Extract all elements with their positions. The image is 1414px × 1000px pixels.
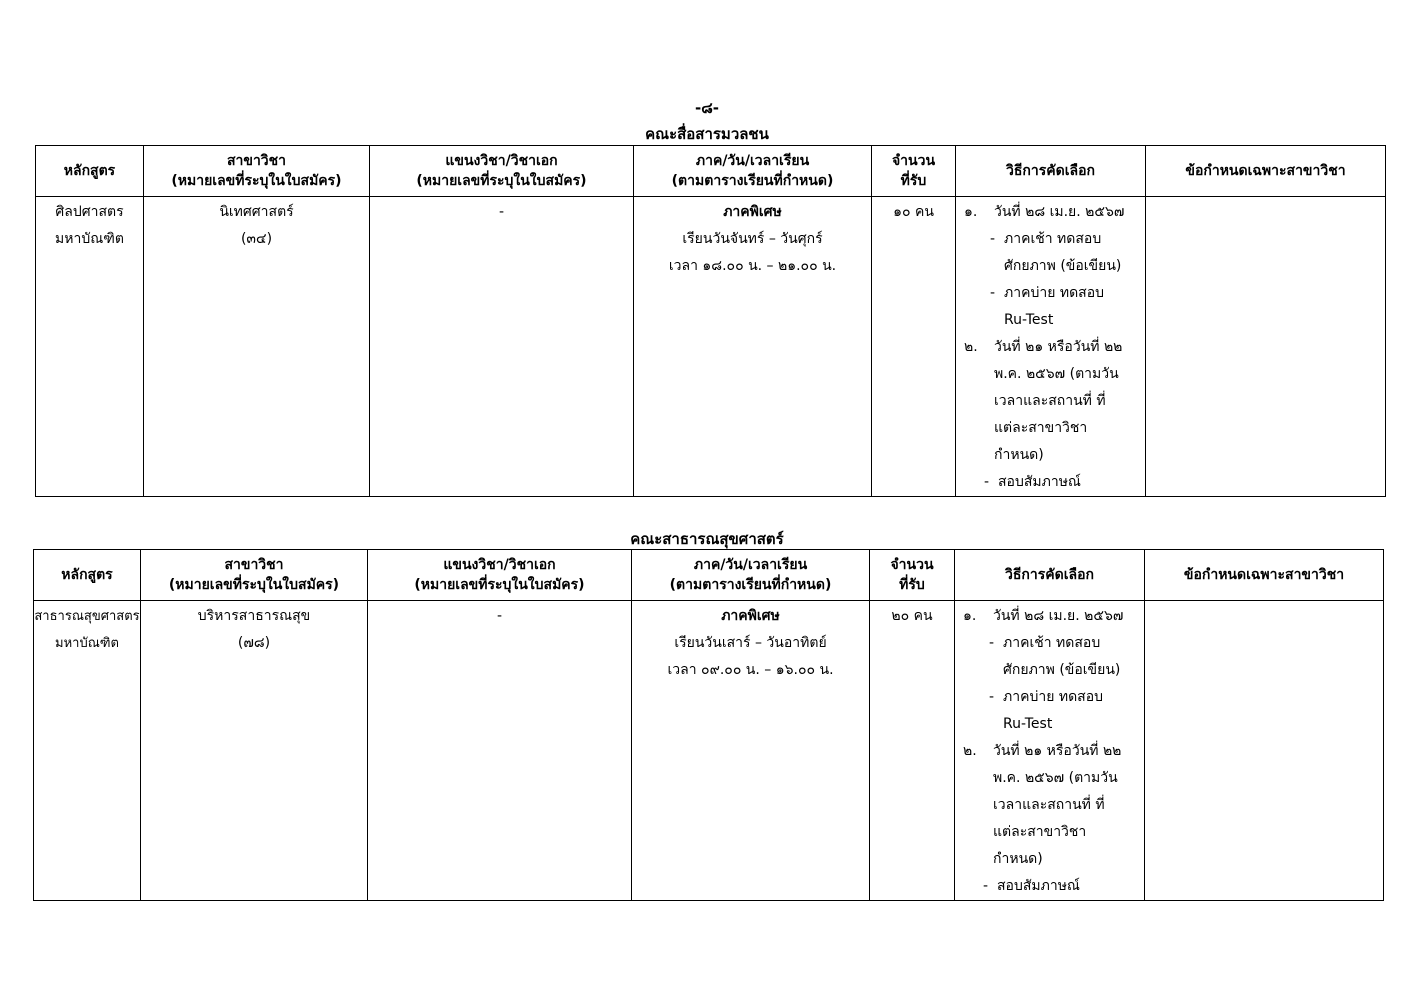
table-row	[36, 197, 1386, 497]
header-program: หลักสูตร	[36, 146, 144, 197]
quota-cell: ๑๐ คน	[872, 197, 956, 497]
faculty-title: คณะสาธารณสุขศาสตร์	[630, 530, 784, 548]
track-cell: -	[370, 197, 634, 497]
table-header-row	[34, 550, 1384, 601]
header-requirements: ข้อกำหนดเฉพาะสาขาวิชา	[1145, 550, 1384, 601]
header-major: สาขาวิชา (หมายเลขที่ระบุในใบสมัคร)	[141, 550, 368, 601]
quota-cell: ๒๐ คน	[870, 601, 955, 901]
program-table	[35, 145, 1386, 497]
selection-cell: ๑. วันที่ ๒๘ เม.ย. ๒๕๖๗ - ภาคเช้า ทดสอบ ศักยภาพ (ข้อเขียน) - ภาคบ่าย ทดสอบ Ru-Test ๒. วันที่ ๒๑ หรือวันที่ ๒๒ พ.ค. ๒๕๖๗ (ตามวัน เวลาและสถานที่ ที่ แต่ละสาขาวิชา กำหนด) - สอบสัมภาษณ์	[956, 197, 1146, 497]
schedule-cell: ภาคพิเศษ เรียนวันจันทร์ – วันศุกร์ เวลา ๑๘.๐๐ น. – ๒๑.๐๐ น.	[634, 197, 872, 497]
program-cell: สาธารณสุขศาสตร มหาบัณฑิต	[34, 601, 141, 901]
program-cell: ศิลปศาสตร มหาบัณฑิต	[36, 197, 144, 497]
header-quota: จำนวน ที่รับ	[872, 146, 956, 197]
header-requirements: ข้อกำหนดเฉพาะสาขาวิชา	[1146, 146, 1386, 197]
faculty-title: คณะสื่อสารมวลชน	[645, 125, 769, 143]
program-table	[33, 549, 1384, 901]
track-cell: -	[368, 601, 632, 901]
header-quota: จำนวน ที่รับ	[870, 550, 955, 601]
selection-cell: ๑. วันที่ ๒๘ เม.ย. ๒๕๖๗ - ภาคเช้า ทดสอบ ศักยภาพ (ข้อเขียน) - ภาคบ่าย ทดสอบ Ru-Test ๒. วันที่ ๒๑ หรือวันที่ ๒๒ พ.ค. ๒๕๖๗ (ตามวัน เวลาและสถานที่ ที่ แต่ละสาขาวิชา กำหนด) - สอบสัมภาษณ์	[955, 601, 1145, 901]
header-selection: วิธีการคัดเลือก	[955, 550, 1145, 601]
major-cell: นิเทศศาสตร์ (๓๔)	[144, 197, 370, 497]
header-program: หลักสูตร	[34, 550, 141, 601]
requirements-cell	[1146, 197, 1386, 497]
table-row	[34, 601, 1384, 901]
header-schedule: ภาค/วัน/เวลาเรียน (ตามตารางเรียนที่กำหนด)	[632, 550, 870, 601]
page-number: -๘-	[694, 99, 720, 117]
major-cell: บริหารสาธารณสุข (๗๘)	[141, 601, 368, 901]
requirements-cell	[1145, 601, 1384, 901]
header-major: สาขาวิชา (หมายเลขที่ระบุในใบสมัคร)	[144, 146, 370, 197]
schedule-cell: ภาคพิเศษ เรียนวันเสาร์ – วันอาทิตย์ เวลา ๐๙.๐๐ น. – ๑๖.๐๐ น.	[632, 601, 870, 901]
header-track: แขนงวิชา/วิชาเอก (หมายเลขที่ระบุในใบสมัคร)	[368, 550, 632, 601]
header-schedule: ภาค/วัน/เวลาเรียน (ตามตารางเรียนที่กำหนด)	[634, 146, 872, 197]
table-header-row	[36, 146, 1386, 197]
header-track: แขนงวิชา/วิชาเอก (หมายเลขที่ระบุในใบสมัคร)	[370, 146, 634, 197]
header-selection: วิธีการคัดเลือก	[956, 146, 1146, 197]
